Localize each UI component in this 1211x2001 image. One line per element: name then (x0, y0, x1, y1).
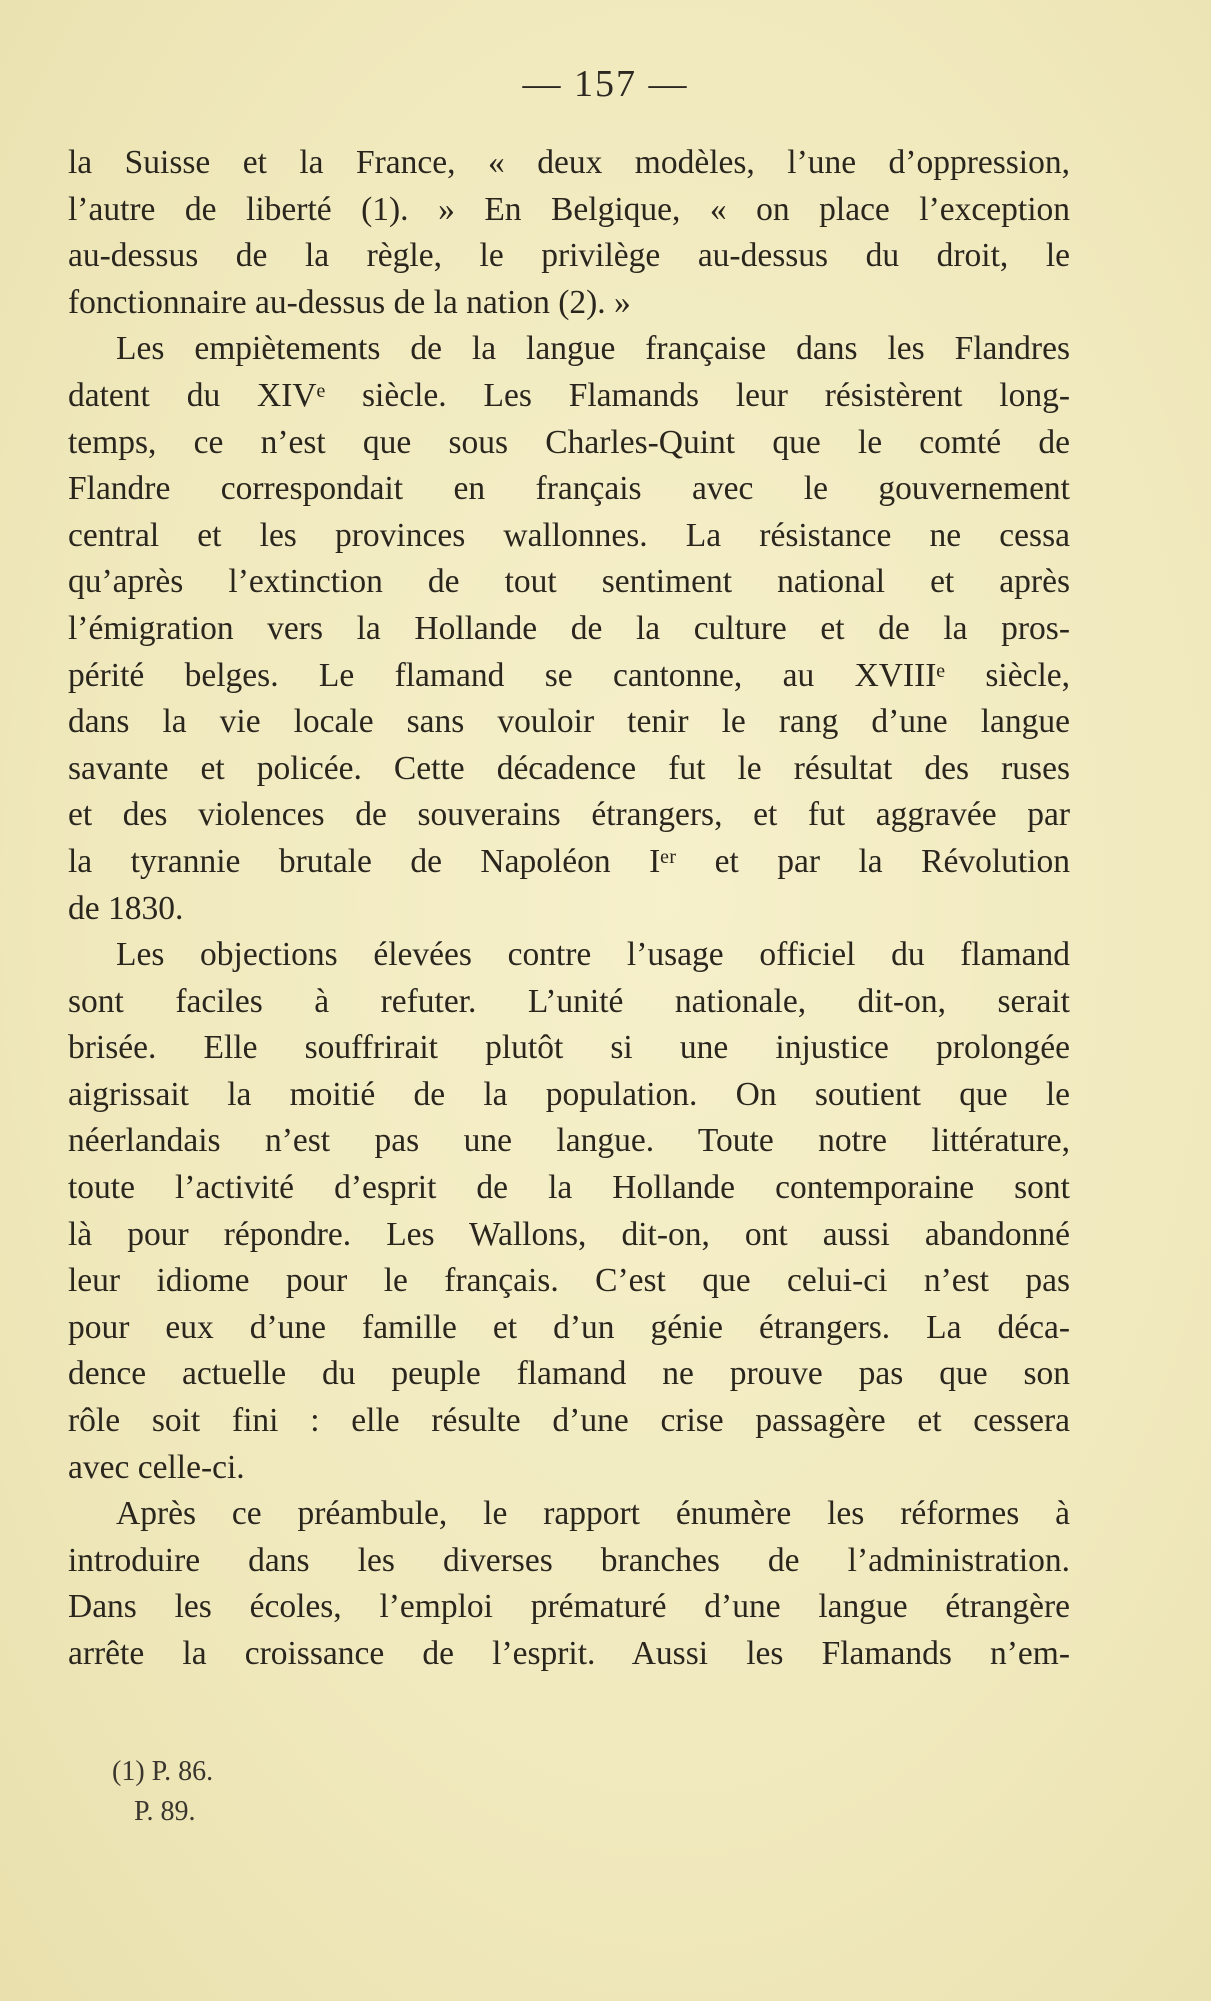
text-line: là pour répondre. Les Wallons, dit-on, ont aussi abandonné (68, 1215, 1070, 1253)
text-line: central et les provinces wallonnes. La résistance ne cessa (68, 516, 1070, 554)
text-line: toute l’activité d’esprit de la Hollande contemporaine sont (68, 1169, 1070, 1207)
text-line: l’émigration vers la Hollande de la culture et de la pros- (68, 609, 1070, 647)
text-line: Les objections élevées contre l’usage officiel du flamand (116, 936, 1070, 974)
text-line: leur idiome pour le français. C’est que celui-ci n’est pas (68, 1262, 1070, 1300)
text-line: avec celle-ci. (68, 1448, 245, 1486)
text-line: introduire dans les diverses branches de l’administration. (68, 1541, 1070, 1579)
text-line: dence actuelle du peuple flamand ne prouve pas que son (68, 1355, 1070, 1393)
text-line: temps, ce n’est que sous Charles-Quint que le comté de (68, 423, 1070, 461)
text-line: l’autre de liberté (1). » En Belgique, « on place l’exception (68, 190, 1070, 228)
text-line: périté belges. Le flamand se cantonne, au XVIIIᵉ siècle, (68, 656, 1070, 694)
text-line: qu’après l’extinction de tout sentiment national et après (68, 563, 1070, 601)
text-line: néerlandais n’est pas une langue. Toute notre littérature, (68, 1122, 1070, 1160)
page-number: — 157 — (522, 63, 689, 105)
text-line: Flandre correspondait en français avec le gouvernement (68, 470, 1070, 508)
footnote-1: (1) P. 86. (112, 1756, 214, 1787)
text-line: aigrissait la moitié de la population. On soutient que le (68, 1075, 1070, 1113)
text-line: et des violences de souverains étrangers, et fut aggravée par (68, 796, 1070, 834)
footnotes (112, 1752, 213, 1832)
text-line: fonctionnaire au-dessus de la nation (2). » (68, 283, 631, 321)
text-line: datent du XIVᵉ siècle. Les Flamands leur résistèrent long- (68, 376, 1070, 414)
text-line: arrête la croissance de l’esprit. Aussi les Flamands n’em- (68, 1635, 1070, 1672)
text-line: dans la vie locale sans vouloir tenir le rang d’une langue (68, 703, 1070, 741)
text-line: Après ce préambule, le rapport énumère les réformes à (116, 1495, 1070, 1533)
text-line: Les empiètements de la langue française dans les Flandres (116, 330, 1070, 368)
text-line: savante et policée. Cette décadence fut le résultat des ruses (68, 749, 1070, 787)
text-line: pour eux d’une famille et d’un génie étrangers. La déca- (68, 1308, 1070, 1346)
footnote-2: P. 89. (134, 1796, 196, 1827)
text-line: Dans les écoles, l’emploi prématuré d’une langue étrangère (68, 1588, 1070, 1626)
text-line: la tyrannie brutale de Napoléon Iᵉʳ et par la Révolution (68, 842, 1070, 880)
text-line: au-dessus de la règle, le privilège au-dessus du droit, le (68, 237, 1070, 275)
text-line: de 1830. (68, 889, 184, 927)
text-line: sont faciles à refuter. L’unité nationale, dit-on, serait (68, 982, 1070, 1020)
body-text (68, 140, 1070, 1678)
text-line: rôle soit fini : elle résulte d’une crise passagère et cessera (68, 1402, 1070, 1440)
text-line: brisée. Elle souffrirait plutôt si une injustice prolongée (68, 1029, 1070, 1067)
text-line: la Suisse et la France, « deux modèles, l’une d’oppression, (68, 144, 1070, 181)
